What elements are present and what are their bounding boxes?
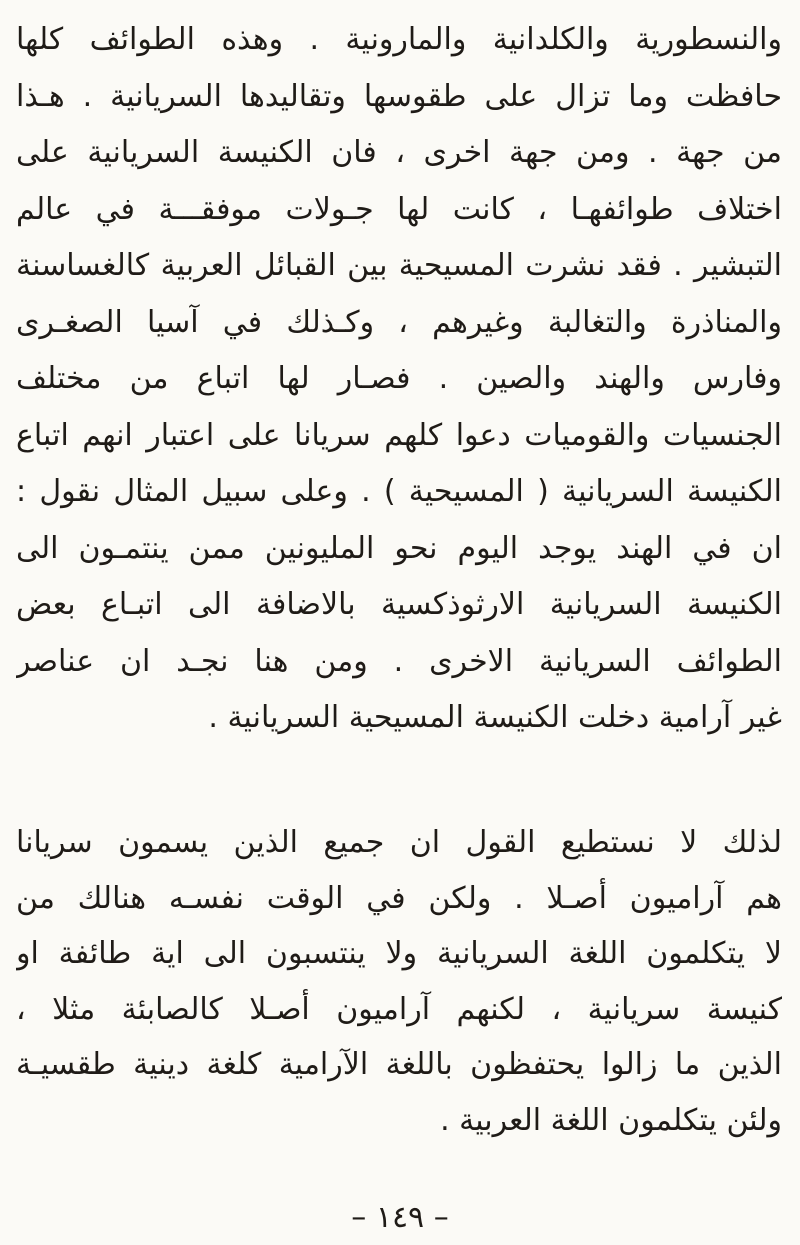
paragraph-line: والمناذرة والتغالبة وغيرهم ، وكـذلك في آسيا الصغـرى xyxy=(16,304,782,340)
paragraph-line: لذلك لا نستطيع القول ان جميع الذين يسمون سريانا xyxy=(16,825,782,860)
paragraph-line: الجنسيات والقوميات دعوا كلهم سريانا على اعتبار انهم اتباع xyxy=(16,417,782,453)
paragraph-line: الذين ما زالوا يحتفظون باللغة الآرامية كلغة دينية طقسيـة xyxy=(16,1047,782,1082)
paragraph-line: التبشير . فقد نشرت المسيحية بين القبائل العربية كالغساسنة xyxy=(16,248,782,283)
paragraph-line: هم آراميون أصـلا . ولكن في الوقت نفسـه هنالك من xyxy=(16,880,782,916)
paragraph-line: وفارس والهند والصين . فصـار لها اتباع من مختلف xyxy=(16,361,782,396)
paragraph-line: الكنيسة السريانية الارثوذكسية بالاضافة الى اتبـاع بعض xyxy=(16,587,782,622)
paragraph-line: حافظت وما تزال على طقوسها وتقاليدها السريانية . هـذا xyxy=(16,78,782,114)
paragraph-line: لا يتكلمون اللغة السريانية ولا ينتسبون الى اية طائفة او xyxy=(16,936,782,971)
paragraph-line: من جهة . ومن جهة اخرى ، فان الكنيسة السريانية على xyxy=(16,135,782,170)
paragraph-1 xyxy=(16,12,782,747)
paragraph-line: ولئن يتكلمون اللغة العربية . xyxy=(440,1102,782,1138)
paragraph-2 xyxy=(16,815,782,1148)
paragraph-line: الكنيسة السريانية ( المسيحية ) . وعلى سبيل المثال نقول : xyxy=(16,474,782,509)
page-number: – ١٤٩ – xyxy=(351,1200,449,1235)
paragraph-line: اختلاف طوائفهـا ، كانت لها جـولات موفقـــة في عالم xyxy=(16,191,782,227)
paragraph-line: الطوائف السريانية الاخرى . ومن هنا نجـد ان عناصر xyxy=(16,643,782,679)
paragraph-line: والنسطورية والكلدانية والمارونية . وهذه الطوائف كلها xyxy=(16,22,782,57)
paragraph-line: كنيسة سريانية ، لكنهم آراميون أصـلا كالصابئة مثلا ، xyxy=(16,991,782,1027)
paragraph-line: ان في الهند يوجد اليوم نحو المليونين ممن ينتمـون الى xyxy=(16,530,782,566)
paragraph-line: غير آرامية دخلت الكنيسة المسيحية السريانية . xyxy=(208,700,782,735)
